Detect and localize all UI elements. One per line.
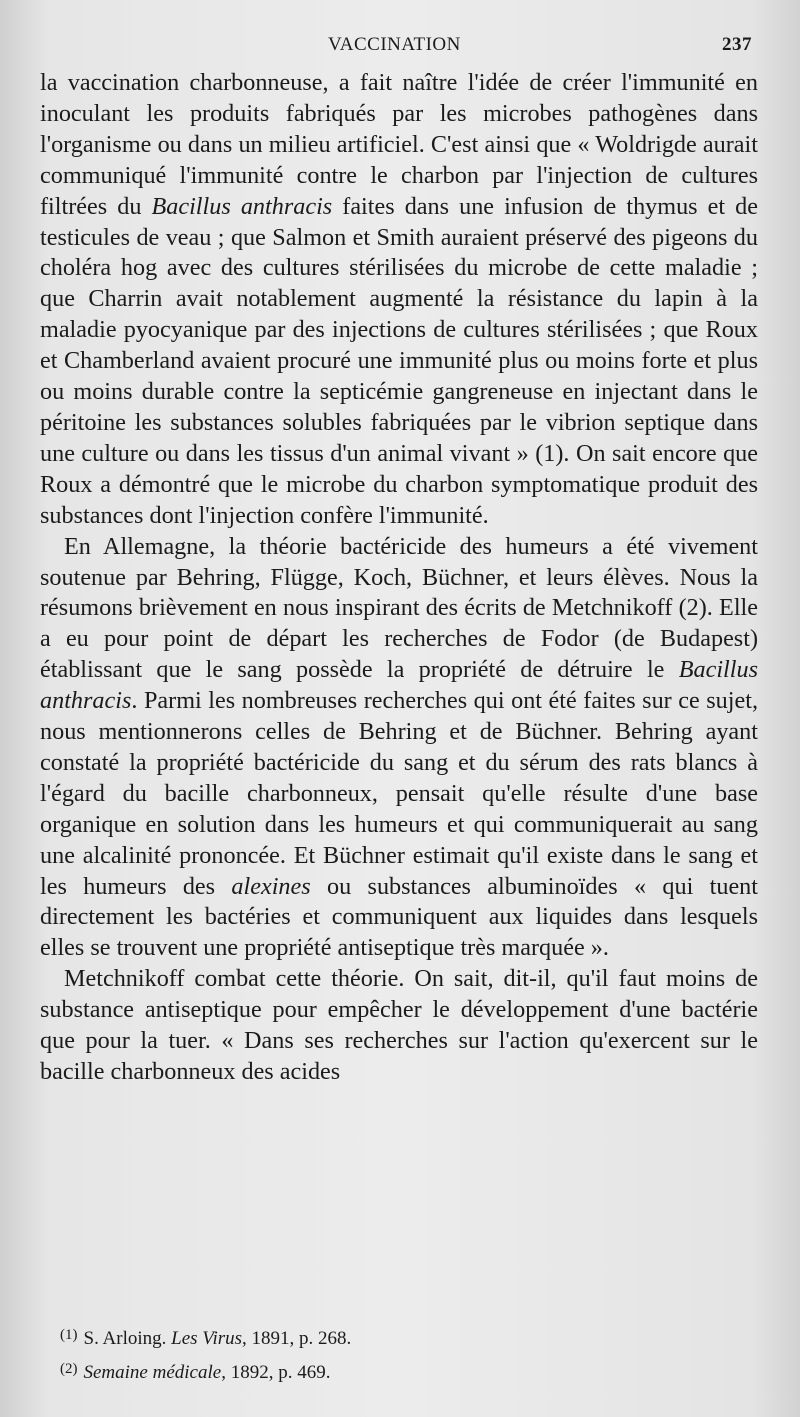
- text-run: ou substances albuminoïdes « qui tuent directement les bactéries et communiquent aux liquides dans lesquels elles se trouvent une propriété antiseptique très marquée ».: [40, 872, 758, 962]
- text-run: Metchnikoff combat cette théorie. On sait, dit-il, qu'il faut moins de substance antiseptique pour empêcher le développement d'une bactérie que pour la tuer. « Dans ses recherches sur l'action qu'exercent sur le bacille charbonneux des acides: [40, 965, 758, 1085]
- footnote-marker: (2): [60, 1361, 78, 1377]
- italic-run: alexines: [231, 872, 311, 900]
- italic-run: Semaine médicale: [83, 1362, 222, 1383]
- text-run: , 1891, p. 268.: [242, 1328, 352, 1349]
- footnotes: [60, 1320, 760, 1388]
- text-run: En Allemagne, la théorie bactéricide des humeurs a été vivement soutenue par Behring, Flügge, Koch, Büchner, et leurs élèves. Nous la résumons brièvement en nous inspirant des écrits de Metchnikoff (2). Elle a eu pour point de départ les recherches de Fodor (de Budapest) établissant que le sang possède la propriété de détruire le: [40, 532, 758, 684]
- footnote-2: [60, 1354, 760, 1388]
- running-head: [0, 30, 800, 60]
- text-run: . Parmi les nombreuses recherches qui ont été faites sur ce sujet, nous mentionnerons celles de Behring et de Büchner. Behring ayant constaté la propriété bactéricide du sang et du sérum des rats blancs à l'égard du bacille charbonneux, pensait qu'elle résulte d'une base organique en solution dans les humeurs et qui communiquerait au sang une alcalinité prononcée. Et Büchner estimait qu'il existe dans le sang et les humeurs des: [40, 687, 758, 900]
- text-run: faites dans une infusion de thymus et de testicules de veau ; que Salmon et Smith auraient préservé des pigeons du choléra hog avec des cultures stérilisées du microbe de cette maladie ; que Charrin avait notablement augmenté la résistance du lapin à la maladie pyocyanique par des injections de cultures stérilisées ; que Roux et Chamberland avaient procuré une immunité plus ou moins forte et plus ou moins durable contre la septicémie gangreneuse en injectant dans le péritoine les substances solubles fabriquées par le vibrion septique dans une culture ou dans les tissus d'un animal vivant » (1). On sait encore que Roux a démontré que le microbe du charbon symptomatique produit des substances dont l'injection confère l'immunité.: [40, 192, 758, 529]
- body-text: [40, 68, 758, 1088]
- footnote-marker: (1): [60, 1327, 78, 1343]
- paragraph-2: [40, 532, 758, 965]
- text-run: la vaccination charbonneuse, a fait naître l'idée de créer l'immunité en inoculant les produits fabriqués par les microbes pathogènes dans l'organisme ou dans un milieu artificiel. C'est ainsi que « Woldrigde aurait communiqué l'immunité contre le charbon par l'injection de cultures filtrées du: [40, 69, 758, 220]
- italic-run: Les Virus: [171, 1328, 243, 1349]
- footnote-1: [60, 1320, 760, 1354]
- text-run: S. Arloing.: [83, 1328, 172, 1349]
- running-title: VACCINATION: [328, 34, 461, 55]
- italic-run: Bacillus anthracis: [40, 656, 758, 715]
- italic-run: Bacillus anthracis: [151, 192, 333, 220]
- paragraph-3: [40, 964, 758, 1088]
- text-run: , 1892, p. 469.: [221, 1362, 331, 1383]
- page-number: 237: [722, 34, 752, 55]
- paragraph-1: [40, 68, 758, 532]
